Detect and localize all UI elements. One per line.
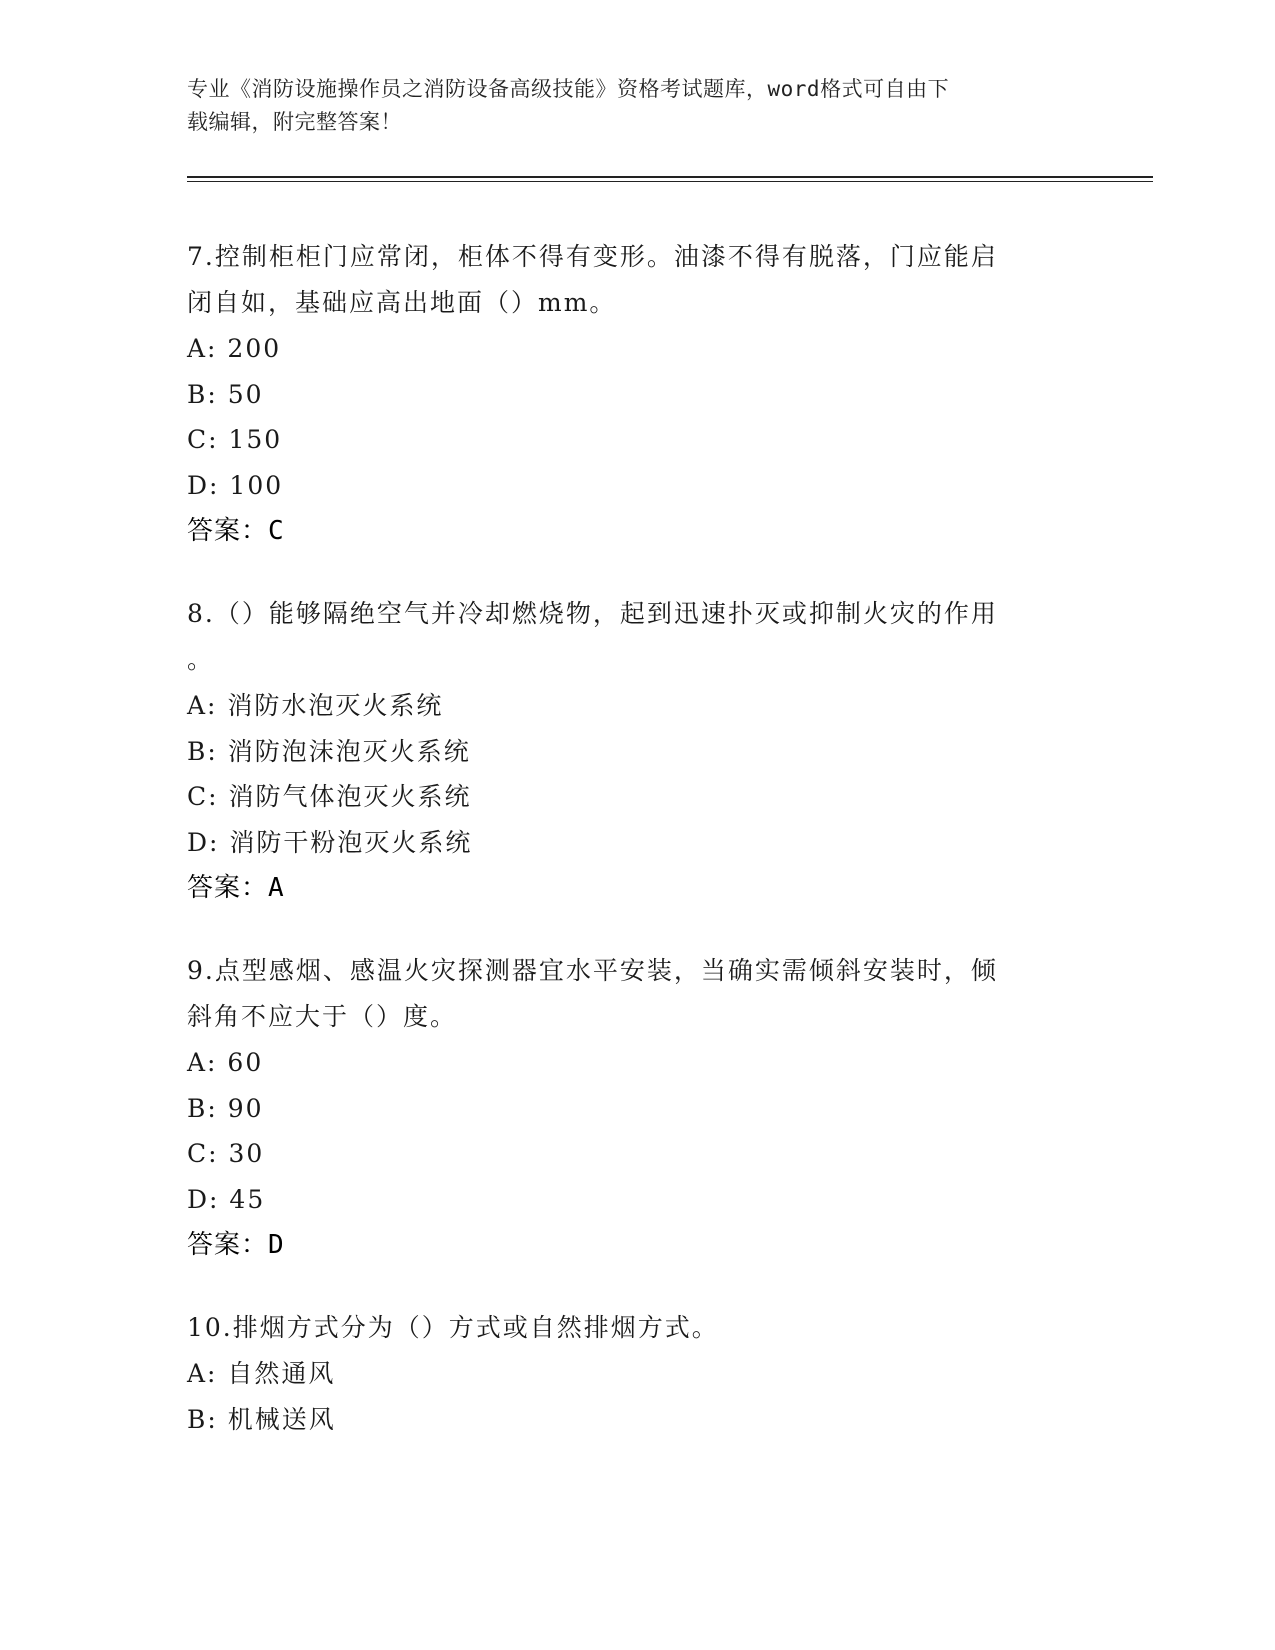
answer-line: 答案：D [187,1230,285,1260]
option-a: A: 60 [187,1048,264,1077]
option-d: D: 100 [187,470,284,500]
option-b: B: 机械送风 [187,1404,336,1434]
option-c: C: 30 [187,1139,265,1168]
answer-line: 答案：A [187,873,285,903]
option-b: B: 消防泡沫泡灭火系统 [187,736,471,766]
question-stem-line: 9.点型感烟、感温火灾探测器宜水平安装，当确实需倾斜安装时，倾 [187,956,998,985]
option-a: A: 消防水泡灭火系统 [187,691,444,720]
option-c: C: 150 [187,425,283,454]
option-b: B: 90 [187,1093,264,1123]
question-stem-line: 7.控制柜柜门应常闭，柜体不得有变形。油漆不得有脱落，门应能启 [187,242,998,271]
header-divider-thick [187,176,1153,178]
option-a: A: 自然通风 [187,1359,336,1388]
header-divider-thin [187,181,1153,182]
document-header [187,73,1067,139]
question-stem-line: 。 [187,645,215,674]
question-8 [187,591,1067,911]
header-line-1: 专业《消防设施操作员之消防设备高级技能》资格考试题库，word格式可自由下 [187,77,950,101]
question-stem-line: 斜角不应大于（）度。 [187,1002,458,1031]
question-7 [187,234,1067,554]
question-stem-line: 10.排烟方式分为（）方式或自然排烟方式。 [187,1313,719,1342]
question-stem-line: 闭自如，基础应高出地面（）mm。 [187,288,617,317]
question-stem-line: 8.（）能够隔绝空气并冷却燃烧物，起到迅速扑灭或抑制火灾的作用 [187,599,998,628]
option-d: D: 消防干粉泡灭火系统 [187,827,473,857]
option-b: B: 50 [187,379,264,409]
option-a: A: 200 [187,334,282,363]
question-9 [187,948,1067,1268]
question-10 [187,1305,1067,1442]
header-line-2: 载编辑，附完整答案！ [187,110,402,134]
answer-line: 答案：C [187,516,285,546]
option-c: C: 消防气体泡灭火系统 [187,782,472,811]
question-list [187,234,1067,1479]
option-d: D: 45 [187,1184,266,1214]
